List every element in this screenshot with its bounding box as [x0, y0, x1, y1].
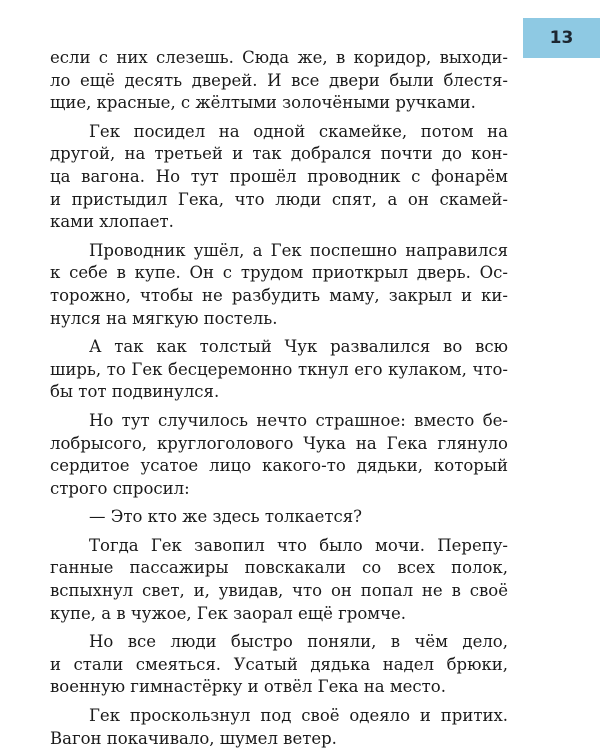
page-number-badge — [523, 18, 600, 58]
text-line: Проводник ушёл, а Гек поспешно направился — [89, 240, 508, 260]
paragraph — [50, 506, 508, 529]
text-line: Но все люди быстро поняли, в чём дело, — [89, 632, 508, 652]
text-line: вспыхнул свет, и, увидав, что он попал не в своё — [50, 581, 508, 601]
text-line: Гек проскользнул под своё одеяло и притих. — [89, 706, 508, 726]
paragraph — [50, 535, 508, 625]
paragraph — [50, 631, 508, 699]
text-line: сердитое усатое лицо какого-то дядьки, который — [50, 456, 508, 476]
paragraph — [50, 47, 508, 115]
text-line: Тогда Гек завопил что было мочи. Перепу- — [89, 535, 508, 555]
text-line: другой, на третьей и так добрался почти до кон- — [50, 144, 508, 164]
text-line: торожно, чтобы не разбудить маму, закрыл и ки- — [50, 285, 508, 305]
text-line: строго спросил: — [50, 478, 190, 498]
text-line: лобрысого, круглоголового Чука на Гека глянуло — [50, 433, 508, 453]
text-line: и пристыдил Гека, что люди спят, а он скамей- — [50, 189, 508, 209]
paragraph — [50, 121, 508, 234]
text-line: бы тот подвинулся. — [50, 382, 220, 402]
paragraph — [50, 336, 508, 404]
text-line: ло ещё десять дверей. И все двери были блестя- — [50, 70, 508, 90]
text-line: — Это кто же здесь толкается? — [89, 507, 362, 527]
text-line: нулся на мягкую постель. — [50, 308, 278, 328]
text-line: военную гимнастёрку и отвёл Гека на место. — [50, 677, 446, 697]
text-line: купе, а в чужое, Гек заорал ещё громче. — [50, 603, 407, 623]
text-line: ца вагона. Но тут прошёл проводник с фонарём — [50, 166, 508, 186]
paragraph — [50, 240, 508, 330]
paragraph — [50, 705, 508, 750]
story-text — [50, 47, 508, 756]
text-line: А так как толстый Чук развалился во всю — [89, 337, 508, 357]
text-line: если с них слезешь. Сюда же, в коридор, выходи- — [50, 48, 508, 67]
text-line: и стали смеяться. Усатый дядька надел брюки, — [50, 654, 508, 674]
text-line: ками хлопает. — [50, 212, 174, 232]
paragraph — [50, 410, 508, 500]
page-number: 13 — [549, 28, 574, 48]
text-line: Но тут случилось нечто страшное: вместо бе- — [89, 410, 508, 430]
text-line: к себе в купе. Он с трудом приоткрыл дверь. Ос- — [50, 263, 508, 283]
text-line: щие, красные, с жёлтыми золочёными ручками. — [50, 93, 476, 113]
text-line: Гек посидел на одной скамейке, потом на — [89, 121, 508, 141]
text-line: ганные пассажиры повскакали со всех полок, — [50, 558, 508, 578]
text-line: ширь, то Гек бесцеремонно ткнул его кулаком, что- — [50, 359, 508, 379]
text-line: Вагон покачивало, шумел ветер. — [50, 728, 337, 748]
